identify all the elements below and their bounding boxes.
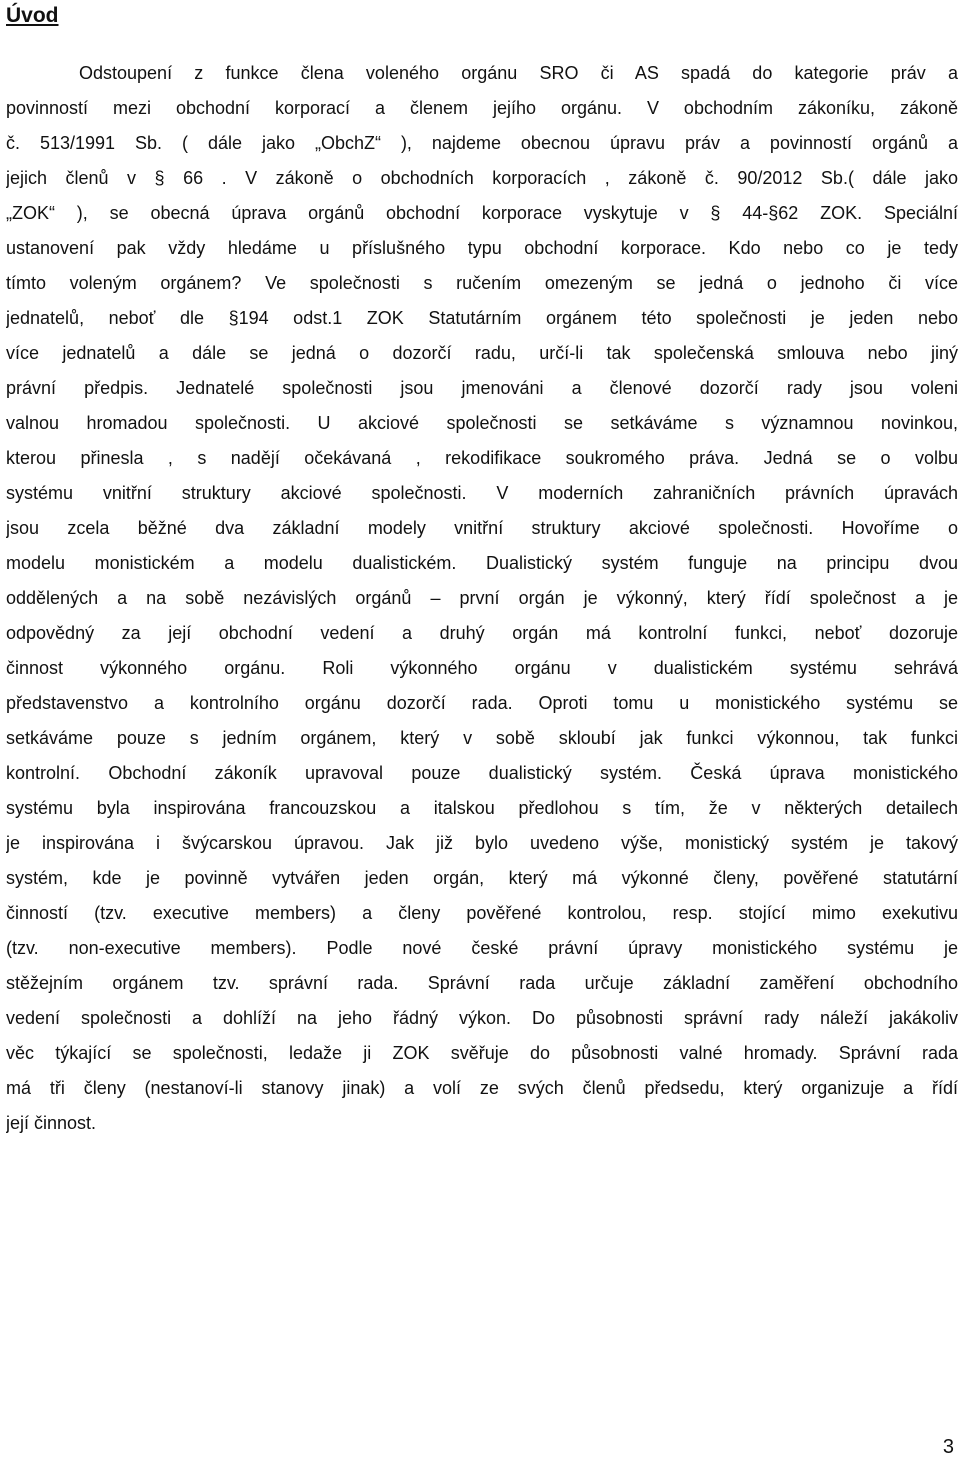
paragraph-line: ustanovení pak vždy hledáme u příslušného typu obchodní korporace. Kdo nebo co je tedy <box>6 238 958 258</box>
paragraph-line: odpovědný za její obchodní vedení a druhý orgán má kontrolní funkci, neboť dozoruje <box>6 623 958 643</box>
paragraph-line: systém, kde je povinně vytvářen jeden orgán, který má výkonné členy, pověřené statutární <box>6 868 958 888</box>
paragraph-line: „ZOK“ ), se obecná úprava orgánů obchodní korporace vyskytuje v § 44-§62 ZOK. Speciální <box>6 203 958 223</box>
paragraph-line: tímto voleným orgánem? Ve společnosti s ručením omezeným se jedná o jednoho či více <box>6 273 958 293</box>
paragraph-line: jsou zcela běžné dva základní modely vnitřní struktury akciové společnosti. Hovoříme o <box>6 518 958 538</box>
paragraph-line: oddělených a na sobě nezávislých orgánů – první orgán je výkonný, který řídí společnost a je <box>6 588 958 608</box>
paragraph-line: (tzv. non-executive members). Podle nové české právní úpravy monistického systému je <box>6 938 958 958</box>
paragraph-line: činností (tzv. executive members) a členy pověřené kontrolou, resp. stojící mimo exekutivu <box>6 903 958 923</box>
paragraph-line: činnost výkonného orgánu. Roli výkonného orgánu v dualistickém systému sehrává <box>6 658 958 678</box>
paragraph-line: systému vnitřní struktury akciové společnosti. V moderních zahraničních právních úpravách <box>6 483 958 503</box>
paragraph-line: její činnost. <box>6 1113 97 1133</box>
paragraph-line: má tři členy (nestanoví-li stanovy jinak) a volí ze svých členů předsedu, který organizuje a řídí <box>6 1078 958 1098</box>
paragraph-line: představenstvo a kontrolního orgánu dozorčí rada. Oproti tomu u monistického systému se <box>6 693 958 713</box>
paragraph-line: věc týkající se společnosti, ledaže ji ZOK svěřuje do působnosti valné hromady. Správní rada <box>6 1043 958 1063</box>
paragraph-line: Odstoupení z funkce člena voleného orgánu SRO či AS spadá do kategorie práv a <box>79 63 958 83</box>
paragraph-line: právní předpis. Jednatelé společnosti jsou jmenováni a členové dozorčí rady jsou voleni <box>6 378 958 398</box>
paragraph-line: stěžejním orgánem tzv. správní rada. Správní rada určuje základní zaměření obchodního <box>6 973 958 993</box>
paragraph-line: více jednatelů a dále se jedná o dozorčí radu, určí-li tak společenská smlouva nebo jiný <box>6 343 958 363</box>
paragraph-line: jednatelů, neboť dle §194 odst.1 ZOK Statutárním orgánem této společnosti je jeden nebo <box>6 308 958 328</box>
paragraph-line: systému byla inspirována francouzskou a italskou předlohou s tím, že v některých detailech <box>6 798 958 818</box>
paragraph-line: je inspirována i švýcarskou úpravou. Jak již bylo uvedeno výše, monistický systém je takový <box>6 833 958 853</box>
paragraph-line: kontrolní. Obchodní zákoník upravoval pouze dualistický systém. Česká úprava monistického <box>6 763 958 783</box>
paragraph-line: kterou přinesla , s nadějí očekávaná , rekodifikace soukromého práva. Jedná se o volbu <box>6 448 958 468</box>
page-number: 3 <box>942 1436 954 1458</box>
body-paragraph <box>6 56 958 1141</box>
paragraph-line: modelu monistickém a modelu dualistickém. Dualistický systém funguje na principu dvou <box>6 553 958 573</box>
paragraph-line: jejich členů v § 66 . V zákoně o obchodních korporacích , zákoně č. 90/2012 Sb.( dále jako <box>6 168 958 188</box>
paragraph-line: povinností mezi obchodní korporací a členem jejího orgánu. V obchodním zákoníku, zákoně <box>6 98 958 118</box>
section-heading: Úvod <box>6 4 59 27</box>
paragraph-line: setkáváme pouze s jedním orgánem, který v sobě skloubí jak funkci výkonnou, tak funkci <box>6 728 958 748</box>
paragraph-line: vedení společnosti a dohlíží na jeho řádný výkon. Do působnosti správní rady náleží jakákoliv <box>6 1008 958 1028</box>
paragraph-line: valnou hromadou společnosti. U akciové společnosti se setkáváme s významnou novinkou, <box>6 413 958 433</box>
paragraph-line: č. 513/1991 Sb. ( dále jako „ObchZ“ ), najdeme obecnou úpravu práv a povinností orgánů a <box>6 133 958 153</box>
